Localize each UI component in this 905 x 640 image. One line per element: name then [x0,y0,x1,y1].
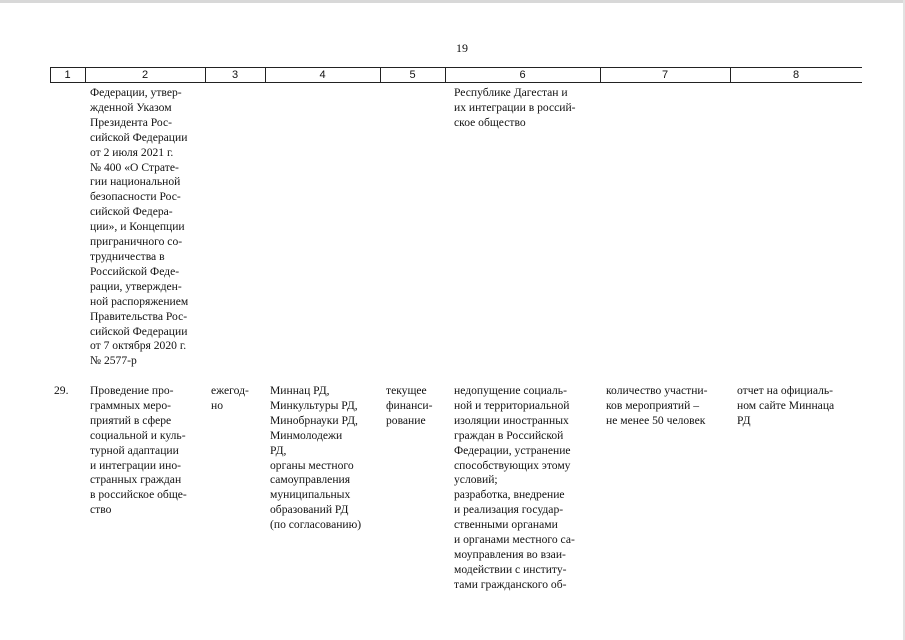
header-col-1: 1 [64,69,71,81]
page-number: 19 [456,41,468,55]
event-description: Проведение про- граммных меро- приятий в сфере социальной и куль- турной адаптации и интеграции ино- странных граждан в российское обще- ство [90,384,187,517]
header-col-6: 6 [519,69,526,81]
header-col-5: 5 [409,69,416,81]
scan-top-edge [0,0,905,3]
funding-source: текущее финанси- рование [386,384,433,427]
header-divider [85,67,86,83]
header-divider [50,67,51,83]
continued-row-col2: Федерации, утвер- жденной Указом Президента Рос- сийской Федерации от 2 июля 2021 г. № 400 «О Страте- гии национальной безопасности Рос- сийской Федера- ции», и Концепции приграничного со- трудничества в Российской Феде- рации, утвержден- ной распоряжением Правительства Рос- сийской Федерации от 7 октября 2020 г. № 2577-р [90,86,189,368]
header-col-8: 8 [792,69,800,81]
report-form: отчет на официаль- ном сайте Миннаца РД [737,384,835,427]
responsible-executors: Миннац РД, Минкультуры РД, Минобрнауки РД, Минмолодежи РД, органы местного самоуправления муниципальных образований РД (по согласованию) [270,384,362,532]
header-col-2: 2 [141,69,149,81]
table-header-row [50,67,862,83]
header-col-3: 3 [231,69,239,81]
event-period: ежегод- но [211,384,249,412]
expected-results: недопущение социаль- ной и территориальной изоляции иностранных граждан в Российской Федерации, устранение способствующих этому условий; разработка, внедрение и реализация государ- ственными органами и органами местного са- моуправления во взаи- модействии с институ- тами гражданского об- [454,384,575,591]
header-divider [730,67,731,83]
continued-row-col6: Республике Дагестан и их интеграции в россий- ское общество [454,86,576,129]
header-divider [265,67,266,83]
header-divider [380,67,381,83]
row-number: 29. [54,384,69,397]
header-divider [445,67,446,83]
header-divider [600,67,601,83]
header-col-7: 7 [661,69,669,81]
header-col-4: 4 [319,69,326,81]
indicator: количество участни- ков мероприятий – не менее 50 человек [606,384,708,427]
header-divider [205,67,206,83]
